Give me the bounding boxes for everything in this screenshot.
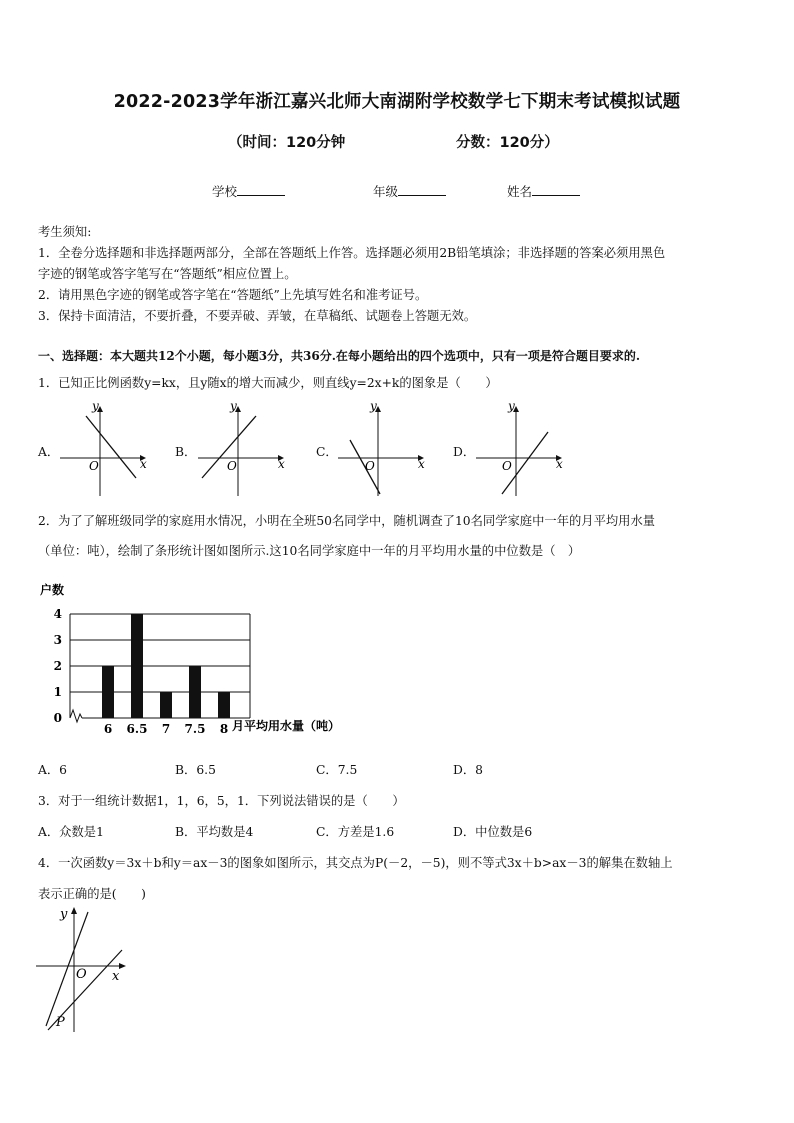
q2-stem-line2: （单位：吨），绘制了条形统计图如图所示.这10名同学家庭中一年的月平均用水量的中位数是（ ）: [38, 544, 581, 558]
q1-graph-d: [476, 398, 566, 498]
origin-label: O: [365, 459, 375, 473]
axis-break-mark: [70, 710, 82, 722]
q3-option-c[interactable]: C．方差是1.6: [316, 825, 395, 839]
y-label: y: [92, 399, 99, 413]
grade-field[interactable]: [373, 182, 446, 200]
notice-item-2: 2．请用黑色字迹的钢笔或答字笔在“答题纸”上先填写姓名和准考证号。: [38, 288, 428, 302]
point-p-label: P: [56, 1015, 65, 1030]
x-label: x: [556, 457, 563, 471]
chart-ytick-label: 4: [53, 607, 62, 621]
origin-label: O: [76, 967, 87, 982]
chart-bar-6: [102, 666, 114, 718]
chart-bar-6.5: [131, 614, 143, 718]
q3-option-a[interactable]: A．众数是1: [38, 825, 104, 839]
chart-bar-8: [218, 692, 230, 718]
notice-item-1: 1．全卷分选择题和非选择题两部分，全部在答题纸上作答。选择题必须用2B铅笔填涂；非选择题的答案必须用黑色: [38, 246, 666, 260]
chart-ylabel: 户数: [40, 583, 65, 597]
q3-option-d[interactable]: D．中位数是6: [453, 825, 533, 839]
school-field[interactable]: [212, 182, 285, 200]
notice-item-1-cont: 字迹的钢笔或答字笔写在“答题纸”相应位置上。: [38, 267, 297, 281]
water-usage-bar-chart: [36, 578, 356, 738]
origin-label: O: [502, 459, 512, 473]
section-heading: 一、选择题：本大题共12个小题，每小题3分，共36分.在每小题给出的四个选项中，只有一项是符合题目要求的.: [38, 349, 641, 363]
y-label: y: [60, 907, 68, 922]
y-label: y: [370, 399, 377, 413]
q2-option-d[interactable]: D．8: [453, 763, 483, 777]
y-axis-arrow: [71, 907, 77, 914]
chart-bar-7: [160, 692, 172, 718]
q3-stem: 3．对于一组统计数据1，1，6，5，1．下列说法错误的是（ ）: [38, 794, 405, 808]
q4-graph: [36, 904, 136, 1034]
chart-ytick-label: 0: [53, 711, 62, 725]
chart-xticks: [104, 722, 228, 736]
chart-xtick-label: 6.5: [126, 722, 148, 736]
x-axis-arrow: [119, 963, 126, 969]
x-label: x: [418, 457, 425, 471]
q3-option-b[interactable]: B．平均数是4: [175, 825, 254, 839]
name-blank[interactable]: [532, 183, 580, 196]
chart-ytick-label: 3: [53, 633, 62, 647]
exam-time: （时间：120分钟: [228, 135, 346, 151]
chart-xtick-label: 7.5: [184, 722, 206, 736]
y-label: y: [230, 399, 237, 413]
school-label: 学校: [212, 184, 238, 199]
x-label: x: [278, 457, 285, 471]
q2-option-c[interactable]: C．7.5: [316, 763, 358, 777]
origin-label: O: [227, 459, 237, 473]
chart-ytick-label: 1: [53, 685, 62, 699]
q2-option-b[interactable]: B．6.5: [175, 763, 216, 777]
chart-bar-7.5: [189, 666, 201, 718]
school-blank[interactable]: [237, 183, 285, 196]
q1-option-b-label[interactable]: B．: [175, 445, 197, 459]
q4-stem-line2: 表示正确的是( ): [38, 887, 146, 901]
grade-label: 年级: [373, 184, 399, 199]
notice-heading: 考生须知:: [38, 225, 92, 239]
x-label: x: [112, 969, 120, 984]
chart-xtick-label: 6: [103, 722, 113, 736]
q1-option-c-label[interactable]: C．: [316, 445, 338, 459]
q1-graph-a: [60, 398, 150, 498]
chart-yticks: [54, 607, 62, 725]
exam-score: 分数：120分）: [456, 135, 559, 151]
q2-option-a[interactable]: A．6: [38, 763, 68, 777]
origin-label: O: [89, 459, 99, 473]
chart-ytick-label: 2: [53, 659, 62, 673]
q1-stem: 1．已知正比例函数y=kx，且y随x的增大而减少，则直线y=2x+k的图象是（ ）: [38, 376, 498, 390]
q2-stem-line1: 2．为了了解班级同学的家庭用水情况，小明在全班50名同学中，随机调查了10名同学家庭中一年的月平均用水量: [38, 514, 656, 528]
q1-graph-c: [338, 398, 428, 498]
chart-xtick-label: 8: [219, 722, 229, 736]
chart-xtick-label: 7: [161, 722, 171, 736]
x-label: x: [140, 457, 147, 471]
grade-blank[interactable]: [398, 183, 446, 196]
q1-graph-b: [198, 398, 288, 498]
name-field[interactable]: [507, 182, 580, 200]
q1-option-d-label[interactable]: D．: [453, 445, 476, 459]
y-label: y: [508, 399, 515, 413]
q4-stem-line1: 4．一次函数y＝3x＋b和y＝ax－3的图象如图所示，其交点为P(－2，－5)，则不等式3x＋b>ax－3的解集在数轴上: [38, 856, 673, 870]
name-label: 姓名: [507, 184, 533, 199]
notice-item-3: 3．保持卡面清洁，不要折叠，不要弄破、弄皱，在草稿纸、试题卷上答题无效。: [38, 309, 477, 323]
page-title: 2022-2023学年浙江嘉兴北师大南湖附学校数学七下期末考试模拟试题: [113, 92, 681, 112]
q1-option-a-label[interactable]: A．: [38, 445, 60, 459]
chart-xlabel: 月平均用水量（吨）: [232, 719, 341, 733]
